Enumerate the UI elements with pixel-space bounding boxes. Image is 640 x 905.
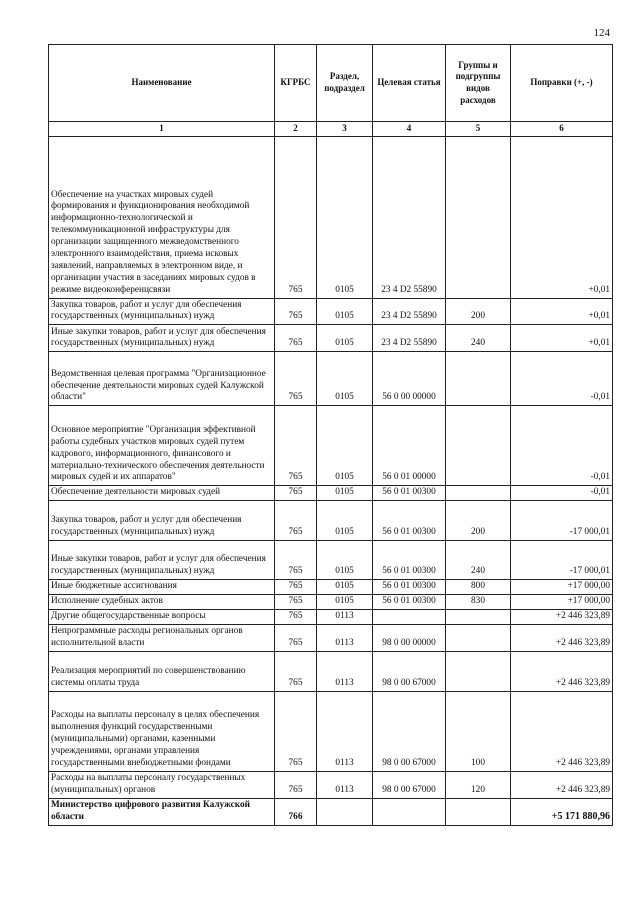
row-kgrbs: 765 [275,595,317,610]
row-name: Другие общегосударственные вопросы [49,609,275,624]
table-row [49,609,613,624]
page-number: 124 [593,27,610,39]
row-change: +17 000,00 [511,580,613,595]
column-number: 3 [317,122,373,137]
row-section: 0113 [317,609,373,624]
row-kgrbs: 765 [275,486,317,501]
row-target: 23 4 D2 55890 [373,136,446,298]
table-row [49,501,613,541]
header-changes: Поправки (+, -) [511,45,613,122]
column-number: 4 [373,122,446,137]
header-kgrbs: КГРБС [275,45,317,122]
row-change: +17 000,00 [511,595,613,610]
row-section: 0105 [317,298,373,325]
row-name: Исполнение судебных актов [49,595,275,610]
row-change: +2 446 323,89 [511,624,613,651]
row-group [446,798,511,825]
row-kgrbs: 765 [275,580,317,595]
table-row [49,595,613,610]
row-group [446,624,511,651]
row-section: 0105 [317,136,373,298]
row-section: 0113 [317,691,373,771]
row-group: 800 [446,580,511,595]
row-target: 56 0 00 00000 [373,352,446,406]
row-section: 0105 [317,486,373,501]
row-change: +5 171 880,96 [511,798,613,825]
row-kgrbs: 765 [275,325,317,352]
row-group [446,486,511,501]
row-kgrbs: 765 [275,691,317,771]
row-group: 200 [446,501,511,541]
row-group: 200 [446,298,511,325]
row-section: 0105 [317,501,373,541]
row-group [446,406,511,486]
table-row [49,691,613,771]
row-target: 23 4 D2 55890 [373,298,446,325]
column-number: 5 [446,122,511,137]
row-kgrbs: 765 [275,136,317,298]
row-section: 0105 [317,595,373,610]
column-number: 2 [275,122,317,137]
row-kgrbs: 765 [275,352,317,406]
table-row [49,651,613,691]
row-name: Закупка товаров, работ и услуг для обеспечения государственных (муниципальных) нужд [49,501,275,541]
row-section [317,798,373,825]
row-section: 0113 [317,651,373,691]
table-row [49,624,613,651]
column-number: 6 [511,122,613,137]
row-kgrbs: 765 [275,651,317,691]
table-row [49,771,613,798]
row-target: 56 0 01 00300 [373,501,446,541]
row-name: Иные бюджетные ассигнования [49,580,275,595]
row-kgrbs: 765 [275,406,317,486]
row-section: 0105 [317,406,373,486]
row-name: Расходы на выплаты персоналу в целях обеспечения выполнения функций государственными (муниципальными) органами, казенными учреждениями, органами управления государственными внебюджетными фондами [49,691,275,771]
row-section: 0105 [317,541,373,580]
row-change: -0,01 [511,486,613,501]
row-target [373,798,446,825]
row-group: 240 [446,541,511,580]
row-change: +0,01 [511,325,613,352]
table-row [49,406,613,486]
row-group: 830 [446,595,511,610]
column-numbers-row [49,122,613,137]
row-name: Реализация мероприятий по совершенствованию системы оплаты труда [49,651,275,691]
row-kgrbs: 765 [275,609,317,624]
row-kgrbs: 765 [275,771,317,798]
row-change: +0,01 [511,298,613,325]
table-body [49,136,613,825]
header-target: Целевая статья [373,45,446,122]
row-change: -0,01 [511,406,613,486]
row-change: +2 446 323,89 [511,691,613,771]
budget-amendments-table [48,44,613,826]
row-target: 56 0 01 00300 [373,541,446,580]
row-group [446,651,511,691]
row-group: 240 [446,325,511,352]
row-kgrbs: 765 [275,501,317,541]
row-group [446,352,511,406]
row-target: 98 0 00 67000 [373,651,446,691]
row-target: 56 0 01 00300 [373,580,446,595]
row-target: 56 0 01 00300 [373,486,446,501]
row-name: Министерство цифрового развития Калужской области [49,798,275,825]
row-name: Иные закупки товаров, работ и услуг для обеспечения государственных (муниципальных) нужд [49,325,275,352]
table-header-row [49,45,613,122]
row-name: Обеспечение деятельности мировых судей [49,486,275,501]
row-section: 0113 [317,624,373,651]
column-number: 1 [49,122,275,137]
table-row [49,298,613,325]
row-change: +0,01 [511,136,613,298]
row-name: Расходы на выплаты персоналу государственных (муниципальных) органов [49,771,275,798]
table-row [49,352,613,406]
row-change: -17 000,01 [511,541,613,580]
row-target [373,609,446,624]
row-change: +2 446 323,89 [511,771,613,798]
row-section: 0113 [317,771,373,798]
table-row [49,580,613,595]
row-name: Иные закупки товаров, работ и услуг для обеспечения государственных (муниципальных) нужд [49,541,275,580]
row-group [446,136,511,298]
table-row [49,325,613,352]
row-target: 23 4 D2 55890 [373,325,446,352]
row-change: +2 446 323,89 [511,651,613,691]
row-name: Основное мероприятие "Организация эффективной работы судебных участков мировых судей путем кадрового, информационного, финансового и материально-технического обеспечения деятельности мировых судей и их аппаратов" [49,406,275,486]
table-row [49,136,613,298]
header-groups: Группы и подгруппы видов расходов [446,45,511,122]
row-kgrbs: 765 [275,298,317,325]
row-section: 0105 [317,580,373,595]
header-section: Раздел, подраздел [317,45,373,122]
header-name: Наименование [49,45,275,122]
row-section: 0105 [317,352,373,406]
row-change: -0,01 [511,352,613,406]
row-kgrbs: 766 [275,798,317,825]
row-name: Ведомственная целевая программа "Организационное обеспечение деятельности мировых судей Калужской области" [49,352,275,406]
row-section: 0105 [317,325,373,352]
table-row [49,486,613,501]
row-group: 100 [446,691,511,771]
row-target: 98 0 00 67000 [373,691,446,771]
row-target: 56 0 01 00000 [373,406,446,486]
row-name: Закупка товаров, работ и услуг для обеспечения государственных (муниципальных) нужд [49,298,275,325]
table-row [49,798,613,825]
row-change: -17 000,01 [511,501,613,541]
row-group: 120 [446,771,511,798]
row-target: 98 0 00 67000 [373,771,446,798]
row-group [446,609,511,624]
row-name: Обеспечение на участках мировых судей формирования и функционирования необходимой информационно-технологической и телекоммуникационной инфраструктуры для организации защищенного межведомственного электронного взаимодействия, приема исковых заявлений, направляемых в электронном виде, и организации участия в заседаниях мировых судов в режиме видеоконференцсвязи [49,136,275,298]
row-change: +2 446 323,89 [511,609,613,624]
row-target: 98 0 00 00000 [373,624,446,651]
row-kgrbs: 765 [275,541,317,580]
row-name: Непрограммные расходы региональных органов исполнительной власти [49,624,275,651]
table-row [49,541,613,580]
row-kgrbs: 765 [275,624,317,651]
row-target: 56 0 01 00300 [373,595,446,610]
